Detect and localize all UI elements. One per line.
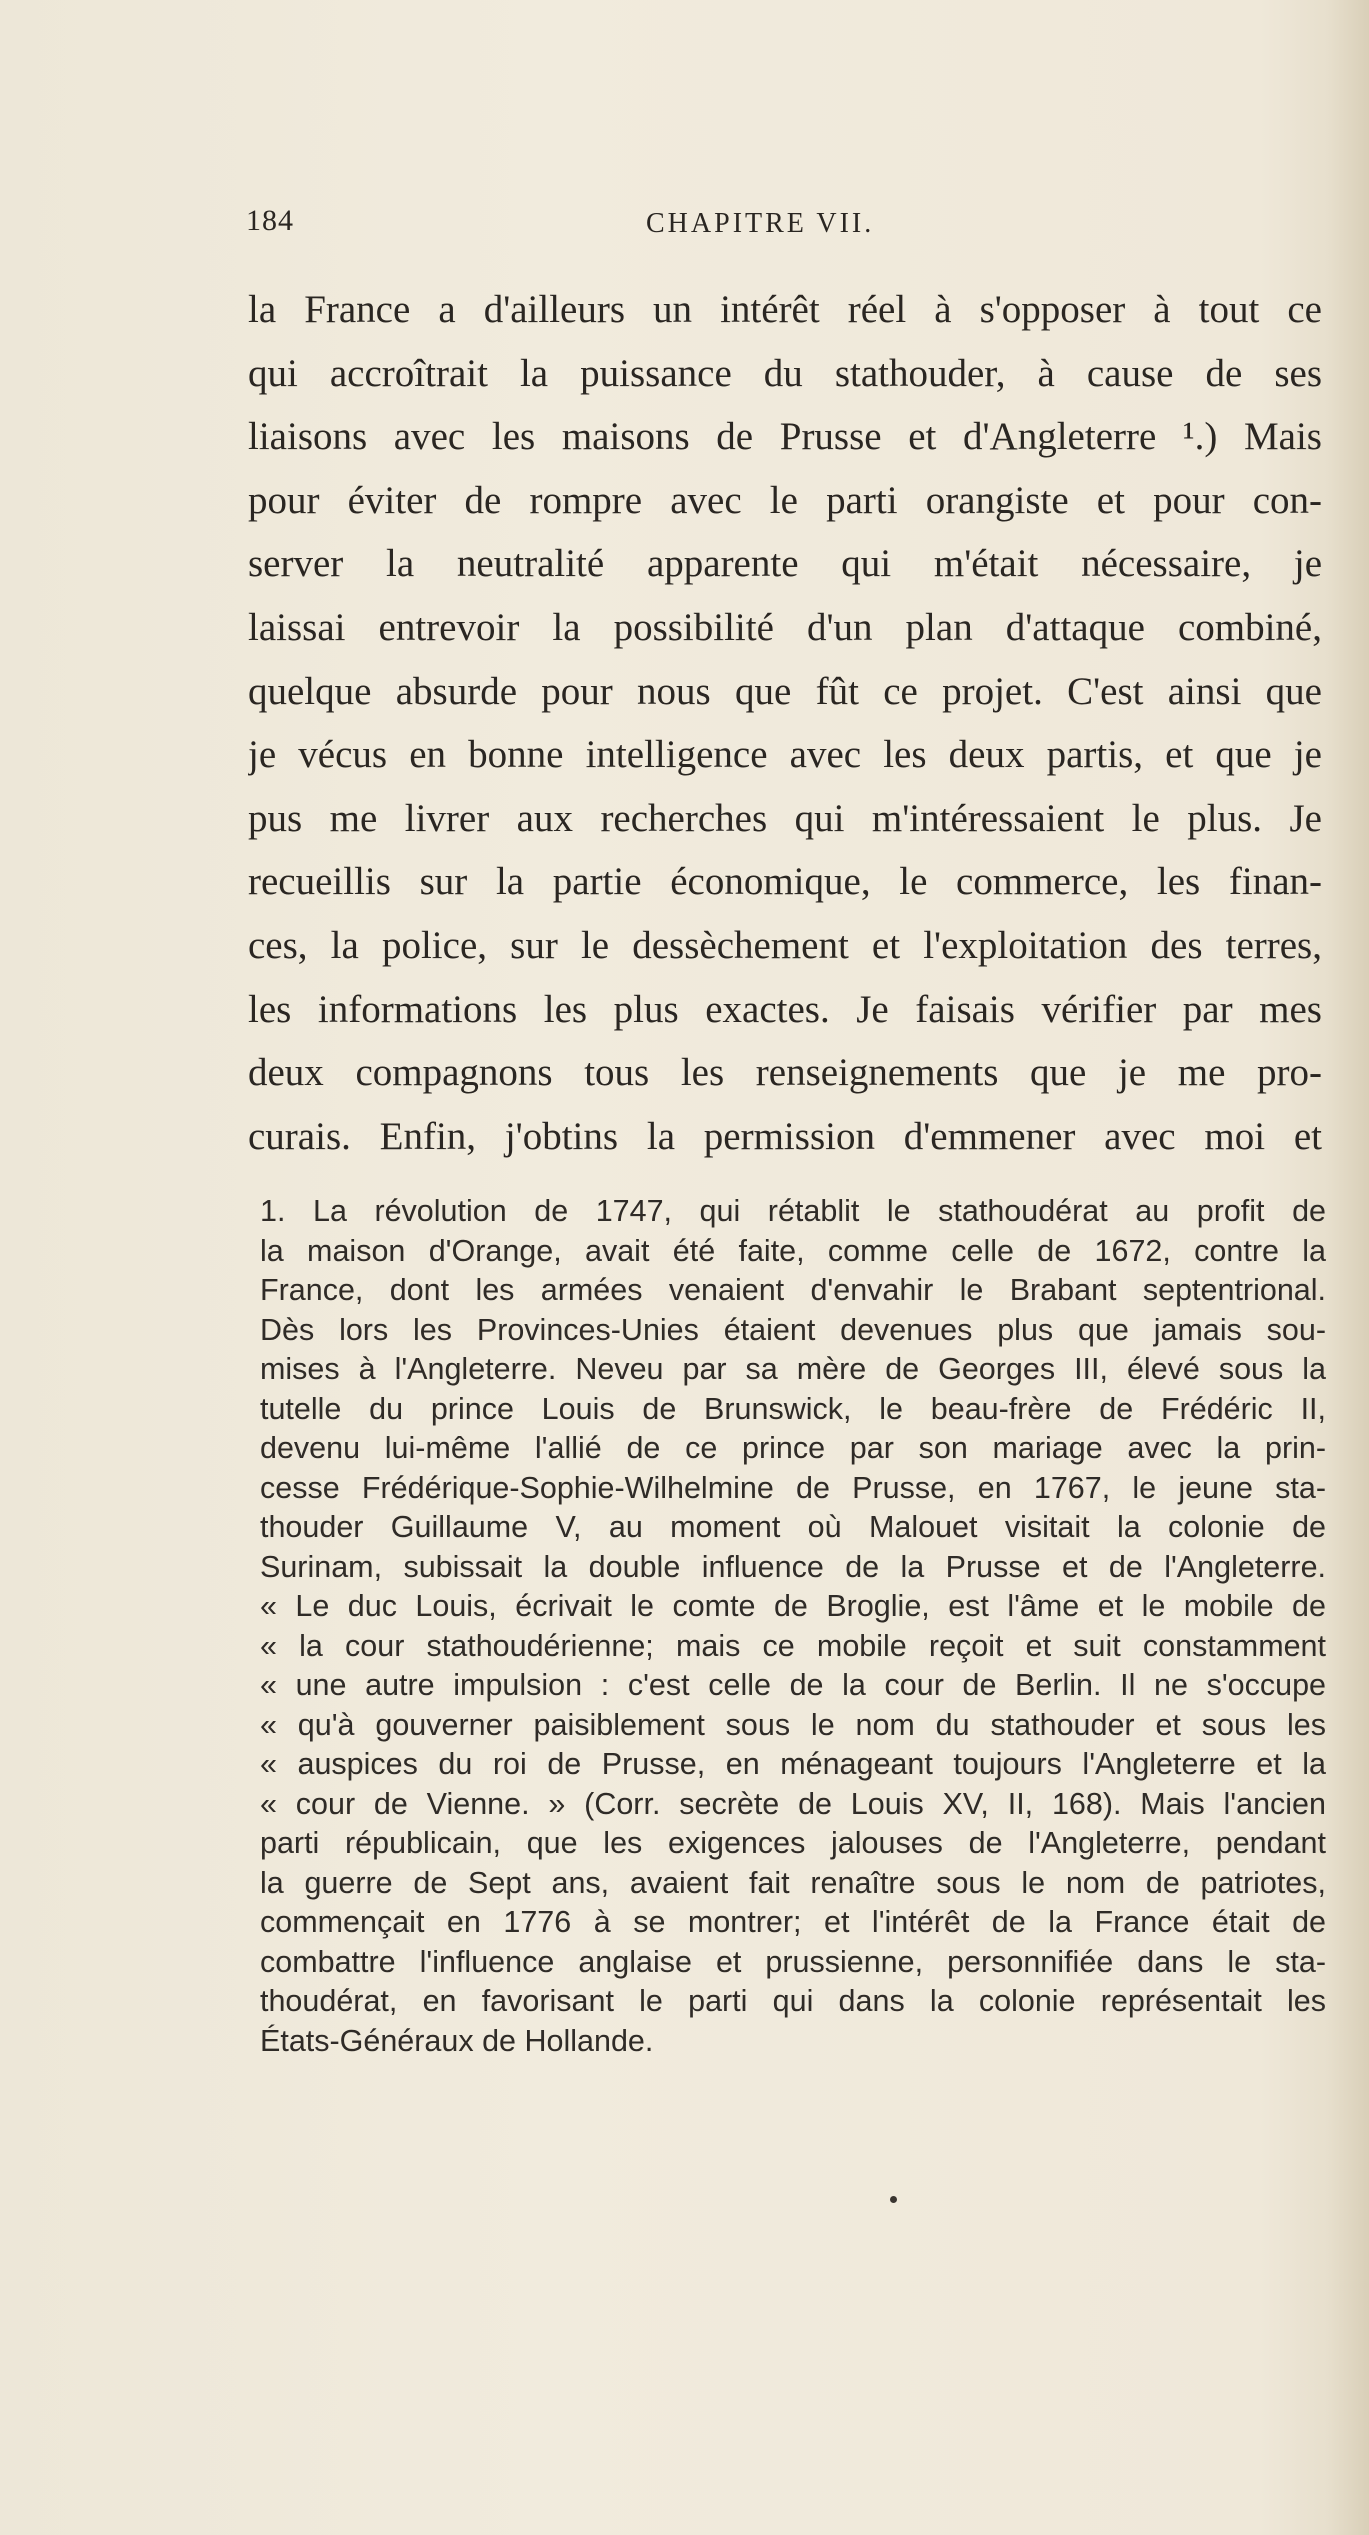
- text-line: pour éviter de rompre avec le parti orangiste et pour con-: [248, 478, 1322, 522]
- text-line: server la neutralité apparente qui m'était nécessaire, je: [248, 542, 1322, 586]
- footnote-line: « auspices du roi de Prusse, en ménageant toujours l'Angleterre et la: [260, 1747, 1326, 1781]
- text-line: quelque absurde pour nous que fût ce projet. C'est ainsi que: [248, 669, 1322, 713]
- footnote-line: « Le duc Louis, écrivait le comte de Broglie, est l'âme et le mobile de: [260, 1589, 1326, 1623]
- text-line: recueillis sur la partie économique, le commerce, les finan-: [248, 860, 1322, 904]
- text-line: qui accroîtrait la puissance du stathouder, à cause de ses: [248, 351, 1322, 395]
- footnote-line: « la cour stathoudérienne; mais ce mobile reçoit et suit constamment: [260, 1628, 1326, 1663]
- footnote-line: Dès lors les Provinces-Unies étaient devenues plus que jamais sou-: [260, 1312, 1326, 1347]
- footnote-line: commençait en 1776 à se montrer; et l'intérêt de la France était de: [260, 1905, 1326, 1939]
- footnote: [260, 1192, 1326, 2061]
- footnote-line: France, dont les armées venaient d'envahir le Brabant septentrional.: [260, 1273, 1326, 1307]
- page-number: 184: [246, 204, 294, 237]
- footnote-line: la maison d'Orange, avait été faite, comme celle de 1672, contre la: [260, 1233, 1326, 1268]
- text-line: les informations les plus exactes. Je faisais vérifier par mes: [248, 987, 1322, 1031]
- footnote-line: « cour de Vienne. » (Corr. secrète de Louis XV, II, 168). Mais l'ancien: [260, 1786, 1326, 1821]
- text-line: la France a d'ailleurs un intérêt réel à s'opposer à tout ce: [248, 288, 1322, 331]
- page-header: [246, 204, 1336, 254]
- footnote-line: thouder Guillaume V, au moment où Malouet visitait la colonie de: [260, 1510, 1326, 1544]
- footnote-line: tutelle du prince Louis de Brunswick, le beau-frère de Frédéric II,: [260, 1391, 1326, 1426]
- footnote-line: États-Généraux de Hollande.: [260, 2023, 654, 2058]
- text-line: pus me livrer aux recherches qui m'intéressaient le plus. Je: [248, 796, 1322, 840]
- footnote-line: combattre l'influence anglaise et prussienne, personnifiée dans le sta-: [260, 1944, 1326, 1979]
- footnote-line: la guerre de Sept ans, avaient fait renaître sous le nom de patriotes,: [260, 1865, 1326, 1900]
- text-line: laissai entrevoir la possibilité d'un plan d'attaque combiné,: [248, 605, 1322, 649]
- text-line: je vécus en bonne intelligence avec les deux partis, et que je: [248, 733, 1322, 777]
- text-line: curais. Enfin, j'obtins la permission d'emmener avec moi et: [248, 1114, 1322, 1158]
- main-text: [248, 278, 1322, 1168]
- footnote-line: thoudérat, en favorisant le parti qui dans la colonie représentait les: [260, 1984, 1326, 2018]
- text-line: deux compagnons tous les renseignements que je me pro-: [248, 1051, 1322, 1095]
- text-line: liaisons avec les maisons de Prusse et d'Angleterre ¹.) Mais: [248, 415, 1322, 459]
- footnote-line: devenu lui-même l'allié de ce prince par son mariage avec la prin-: [260, 1431, 1326, 1465]
- ink-dot: [890, 2196, 897, 2203]
- footnote-line: « qu'à gouverner paisiblement sous le nom du stathouder et sous les: [260, 1707, 1326, 1742]
- footnote-line: 1. La révolution de 1747, qui rétablit le stathoudérat au profit de: [260, 1194, 1326, 1228]
- footnote-line: « une autre impulsion : c'est celle de la cour de Berlin. Il ne s'occupe: [260, 1668, 1326, 1702]
- footnote-line: cesse Frédérique-Sophie-Wilhelmine de Prusse, en 1767, le jeune sta-: [260, 1470, 1326, 1505]
- footnote-line: mises à l'Angleterre. Neveu par sa mère de Georges III, élevé sous la: [260, 1352, 1326, 1386]
- text-line: ces, la police, sur le dessèchement et l'exploitation des terres,: [248, 923, 1322, 967]
- running-title: CHAPITRE VII.: [646, 208, 875, 239]
- footnote-line: parti républicain, que les exigences jalouses de l'Angleterre, pendant: [260, 1826, 1326, 1860]
- footnote-line: Surinam, subissait la double influence de la Prusse et de l'Angleterre.: [260, 1549, 1326, 1584]
